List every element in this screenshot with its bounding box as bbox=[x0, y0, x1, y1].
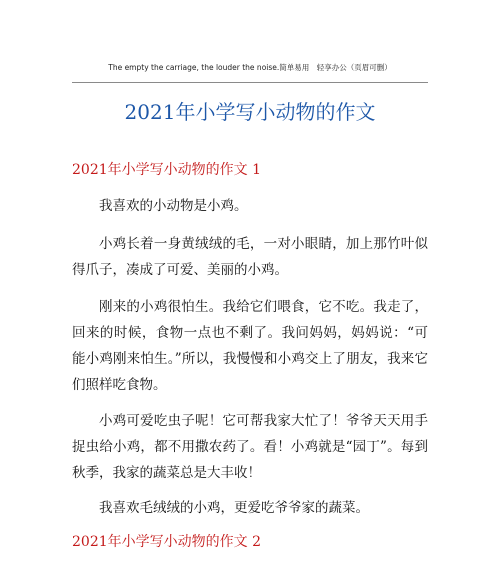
section-heading-2: 2021年小学写小动物的作文 2 bbox=[72, 534, 261, 550]
header-divider bbox=[72, 82, 428, 83]
paragraph-2: 小鸡长着一身黄绒绒的毛，一对小眼睛，加上那竹叶似得爪子，凑成了可爱、美丽的小鸡。 bbox=[72, 236, 428, 278]
document-title: 2021年小学写小动物的作文 bbox=[124, 100, 376, 124]
paragraph-3: 刚来的小鸡很怕生。我给它们喂食，它不吃。我走了，回来的时候，食物一点也不剩了。我问妈妈，妈妈说：“可能小鸡刚来怕生。”所以，我慢慢和小鸡交上了朋友，我来它们照样吃食物。 bbox=[72, 299, 428, 393]
page-header-text: The empty the carriage, the louder the noise.简单易用 轻享办公（页眉可删） bbox=[108, 63, 392, 72]
section-heading-1: 2021年小学写小动物的作文 1 bbox=[72, 162, 261, 178]
paragraph-1: 我喜欢的小动物是小鸡。 bbox=[99, 198, 248, 214]
paragraph-5: 我喜欢毛绒绒的小鸡，更爱吃爷爷家的蔬菜。 bbox=[99, 500, 369, 516]
paragraph-4: 小鸡可爱吃虫子呢！它可帮我家大忙了！爷爷天天用手捉虫给小鸡，都不用撒农药了。看！小鸡就是“园丁”。每到秋季，我家的蔬菜总是大丰收！ bbox=[72, 413, 428, 481]
